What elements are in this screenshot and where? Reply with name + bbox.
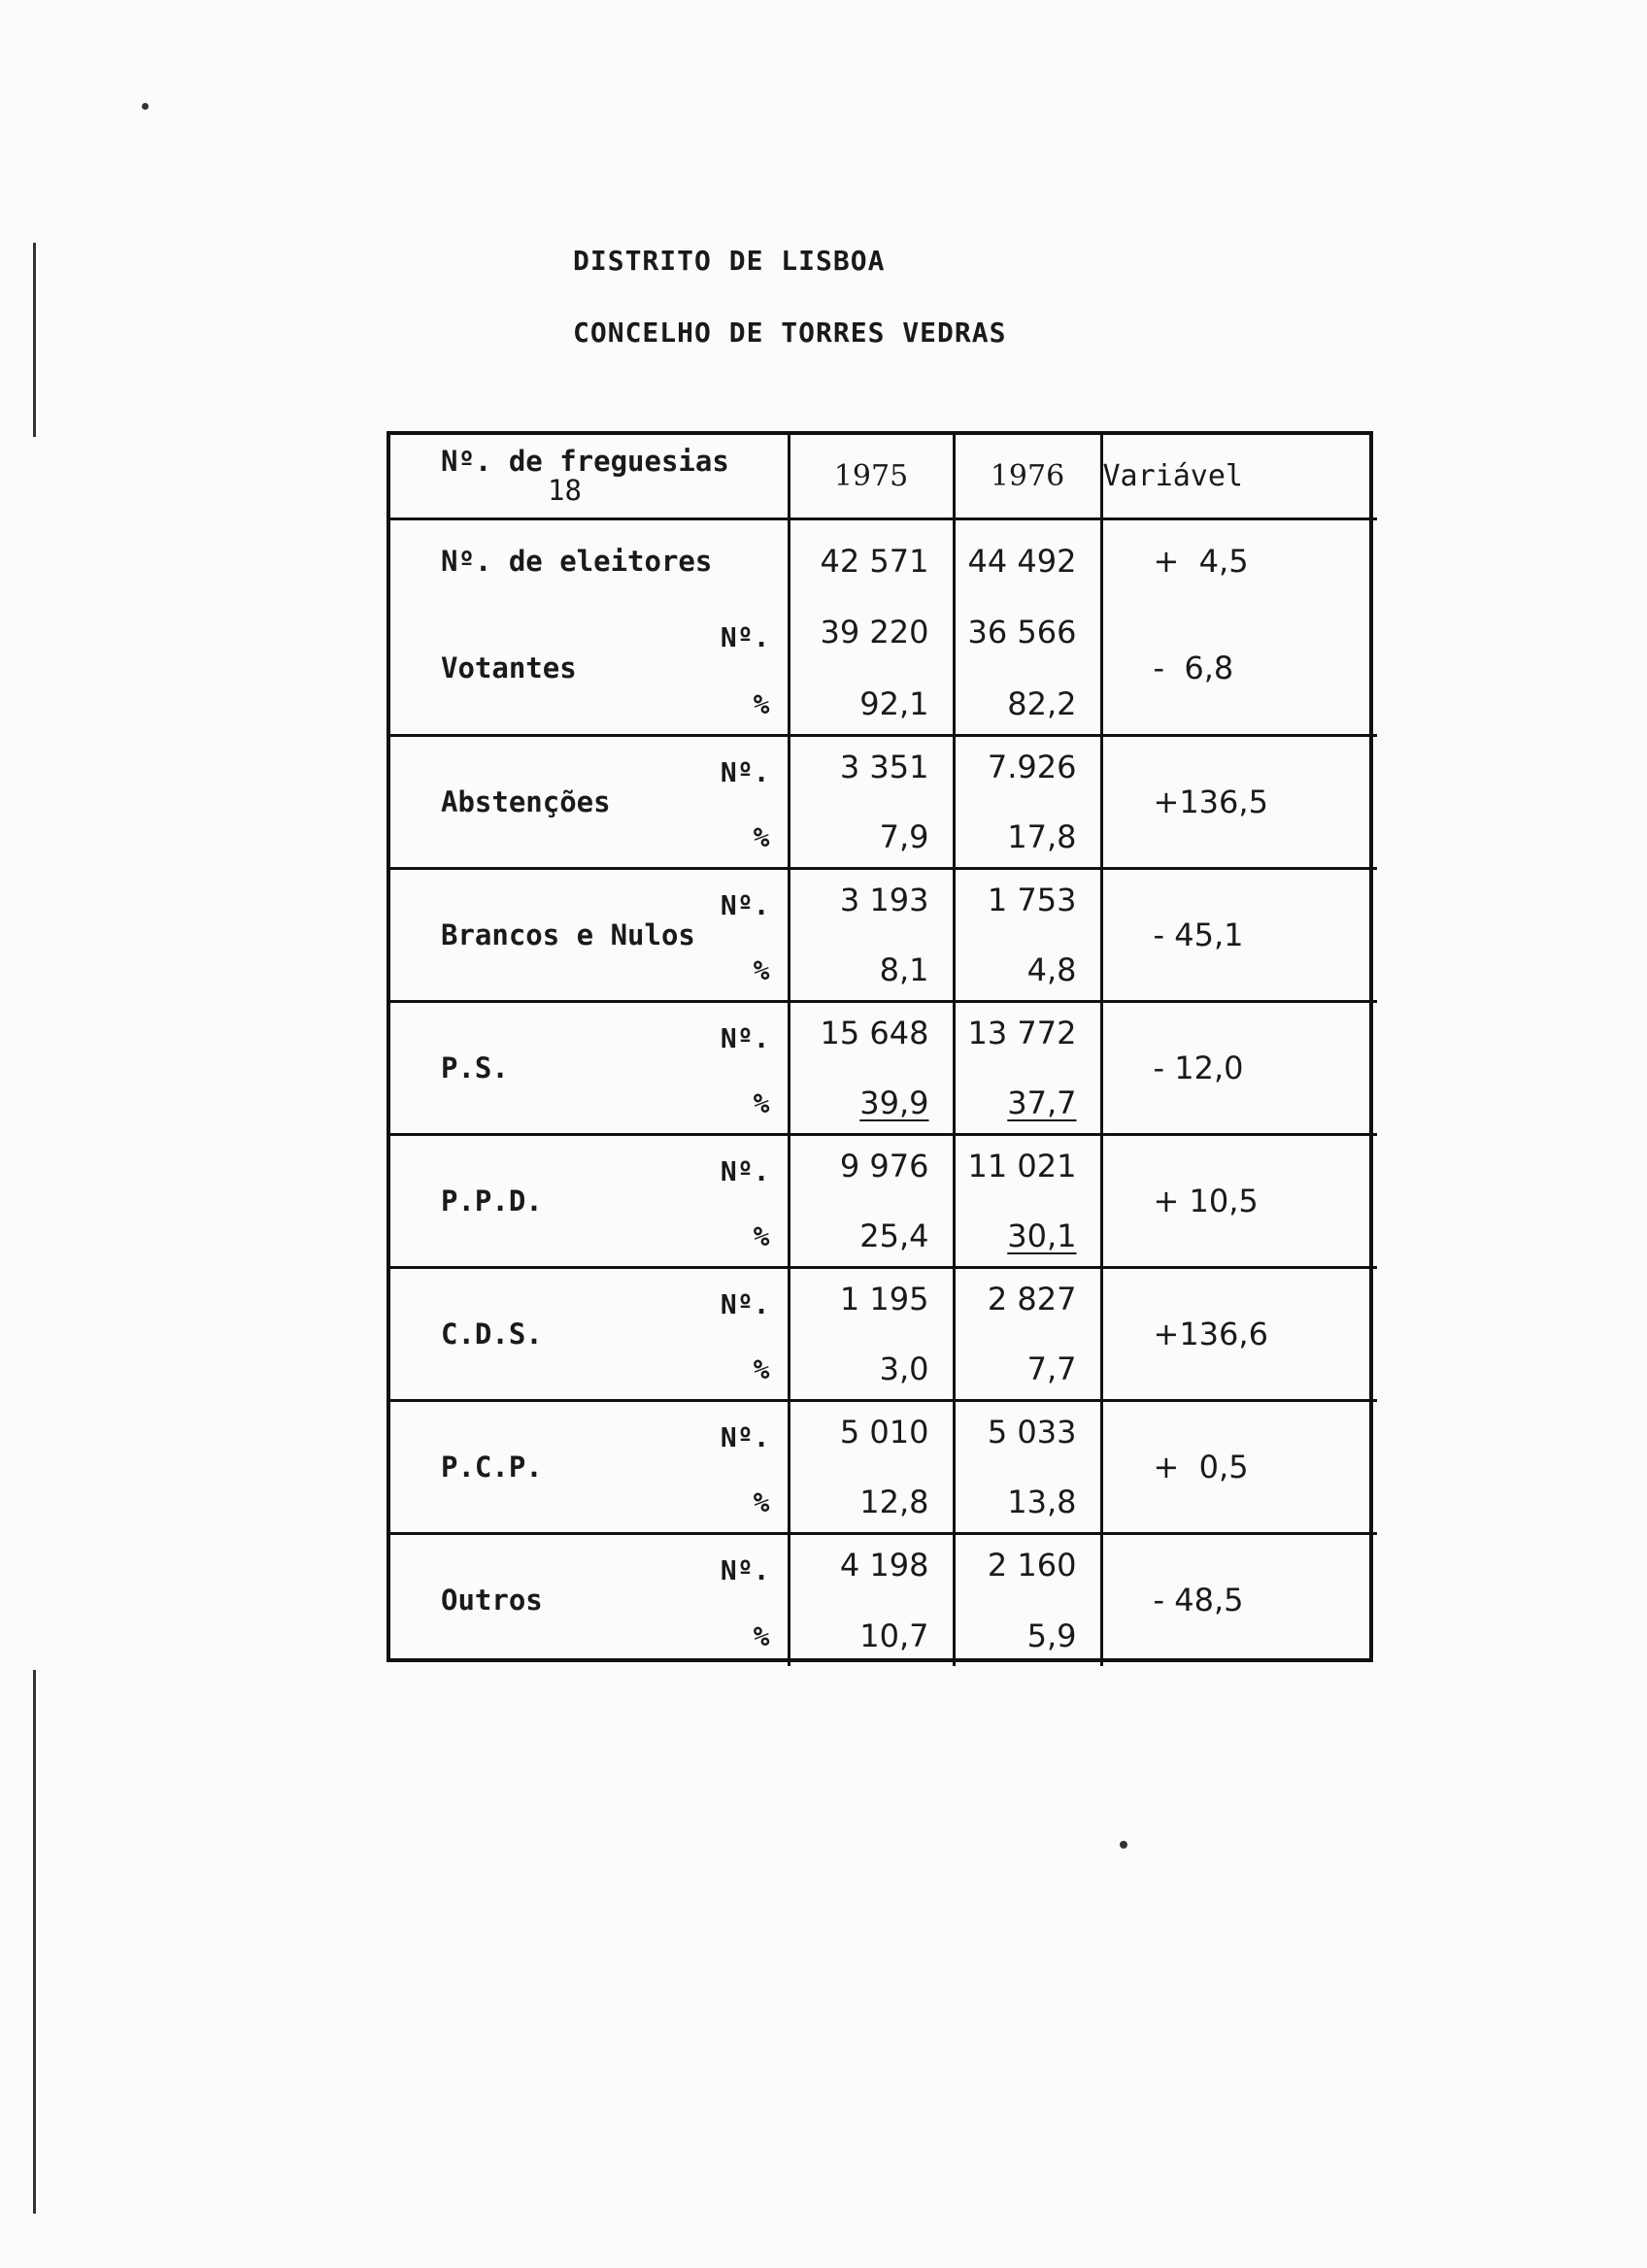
value-n1976: 5 033 — [987, 1413, 1077, 1451]
table-header-row — [390, 435, 1377, 518]
value-p1975: 12,8 — [859, 1483, 929, 1520]
row-label-cell — [390, 1533, 789, 1666]
value-n1976: 1 753 — [987, 881, 1077, 918]
row-label: Outros — [441, 1584, 543, 1618]
variation-value: +136,6 — [1153, 1315, 1268, 1352]
values-1976-cell — [954, 868, 1101, 1001]
values-1976-cell — [954, 1533, 1101, 1666]
row-label-cell — [390, 868, 789, 1001]
value-p1976: 7,7 — [1026, 1350, 1077, 1387]
row-label-cell — [390, 735, 789, 868]
value-n1976: 7.926 — [987, 748, 1077, 785]
values-1975-cell — [789, 1533, 954, 1666]
electors-1976-cell — [954, 518, 1101, 602]
district-heading: DISTRITO DE LISBOA — [573, 245, 886, 277]
variation-cell — [1101, 1400, 1377, 1533]
percent-tag: % — [753, 1620, 770, 1652]
table-row — [390, 868, 1377, 1001]
value-n1975: 1 195 — [839, 1280, 929, 1317]
value-n1975: 9 976 — [839, 1147, 929, 1184]
values-1975-cell — [789, 1001, 954, 1134]
variation-cell — [1101, 1533, 1377, 1666]
value-p1976: 82,2 — [1007, 684, 1077, 722]
count-tag: Nº. — [720, 1553, 770, 1586]
value-p1975: 92,1 — [859, 684, 929, 722]
table-row — [390, 1400, 1377, 1533]
municipality-heading: CONCELHO DE TORRES VEDRAS — [573, 317, 1007, 349]
binding-mark — [33, 243, 36, 437]
row-label-cell — [390, 1001, 789, 1134]
value-n1975: 15 648 — [820, 1014, 929, 1051]
value-n1975: 4 198 — [839, 1546, 929, 1584]
table-row — [390, 1134, 1377, 1267]
row-label-cell — [390, 1267, 789, 1400]
parishes-label: Nº. de freguesias — [441, 444, 729, 478]
values-1975-cell — [789, 602, 954, 735]
value-p1976: 17,8 — [1007, 817, 1077, 855]
variation-cell — [1101, 735, 1377, 868]
value-p1976: 13,8 — [1007, 1483, 1077, 1520]
electors-label: Nº. de eleitores — [441, 544, 713, 578]
year-1975-header: 1975 — [789, 435, 954, 518]
row-label: P.S. — [441, 1051, 509, 1084]
table-row — [390, 735, 1377, 868]
count-tag: Nº. — [720, 1287, 770, 1320]
percent-tag: % — [753, 687, 770, 720]
electors-1976: 44 492 — [967, 542, 1077, 580]
election-results-table — [387, 431, 1373, 1662]
value-p1975: 8,1 — [879, 951, 929, 988]
variation-value: + 10,5 — [1153, 1182, 1259, 1219]
value-p1975: 7,9 — [879, 817, 929, 855]
row-label: P.P.D. — [441, 1184, 543, 1217]
electors-1975-cell — [789, 518, 954, 602]
variation-value: - 45,1 — [1153, 916, 1244, 953]
values-1975-cell — [789, 735, 954, 868]
variation-cell — [1101, 868, 1377, 1001]
percent-tag: % — [753, 1219, 770, 1252]
count-tag: Nº. — [720, 755, 770, 788]
percent-tag: % — [753, 1086, 770, 1119]
parishes-count: 18 — [548, 474, 582, 508]
row-label: Abstenções — [441, 784, 611, 818]
value-n1976: 13 772 — [967, 1014, 1077, 1051]
variation-cell — [1101, 1134, 1377, 1267]
electors-label-cell — [390, 518, 789, 602]
row-label: P.C.P. — [441, 1450, 543, 1484]
percent-tag: % — [753, 953, 770, 986]
value-n1975: 3 193 — [839, 881, 929, 918]
binding-mark — [33, 1670, 36, 2214]
variation-value: +136,5 — [1153, 783, 1268, 820]
value-n1976: 2 160 — [987, 1546, 1077, 1584]
percent-tag: % — [753, 820, 770, 853]
values-1976-cell — [954, 602, 1101, 735]
value-p1976: 37,7 — [1007, 1084, 1077, 1121]
values-1975-cell — [789, 1267, 954, 1400]
variation-value: - 12,0 — [1153, 1049, 1244, 1086]
row-label: Brancos e Nulos — [441, 917, 695, 951]
value-p1975: 39,9 — [859, 1084, 929, 1121]
variation-cell — [1101, 602, 1377, 735]
value-p1976: 30,1 — [1007, 1217, 1077, 1254]
values-1976-cell — [954, 735, 1101, 868]
page-dot — [142, 103, 149, 110]
value-n1975: 39 220 — [820, 614, 929, 650]
count-tag: Nº. — [720, 621, 770, 653]
electors-1975: 42 571 — [820, 542, 929, 580]
values-1975-cell — [789, 868, 954, 1001]
page-dot — [1120, 1841, 1127, 1849]
value-p1976: 5,9 — [1026, 1618, 1077, 1654]
electors-variation: + 4,5 — [1153, 542, 1249, 580]
value-p1975: 3,0 — [879, 1350, 929, 1387]
row-label-cell — [390, 1134, 789, 1267]
value-n1975: 5 010 — [839, 1413, 929, 1451]
value-p1975: 25,4 — [859, 1217, 929, 1254]
count-tag: Nº. — [720, 1154, 770, 1187]
table-row — [390, 1267, 1377, 1400]
variation-header: Variável — [1101, 435, 1377, 518]
table-row — [390, 1533, 1377, 1666]
year-1976-header: 1976 — [954, 435, 1101, 518]
row-label-cell — [390, 1400, 789, 1533]
value-n1976: 36 566 — [967, 614, 1077, 650]
percent-tag: % — [753, 1485, 770, 1518]
table-row — [390, 1001, 1377, 1134]
row-label-cell — [390, 602, 789, 735]
value-n1976: 2 827 — [987, 1280, 1077, 1317]
count-tag: Nº. — [720, 888, 770, 921]
values-1975-cell — [789, 1134, 954, 1267]
table-row — [390, 602, 1377, 735]
value-p1975: 10,7 — [859, 1618, 929, 1654]
values-1975-cell — [789, 1400, 954, 1533]
value-n1975: 3 351 — [839, 748, 929, 785]
variation-value: - 48,5 — [1153, 1582, 1244, 1619]
count-tag: Nº. — [720, 1420, 770, 1453]
row-label: C.D.S. — [441, 1317, 543, 1351]
value-n1976: 11 021 — [967, 1147, 1077, 1184]
count-tag: Nº. — [720, 1021, 770, 1054]
row-label: Votantes — [441, 650, 577, 684]
variation-cell — [1101, 1267, 1377, 1400]
values-1976-cell — [954, 1400, 1101, 1533]
value-p1976: 4,8 — [1026, 951, 1077, 988]
variation-value: - 6,8 — [1153, 649, 1234, 686]
percent-tag: % — [753, 1352, 770, 1385]
values-1976-cell — [954, 1001, 1101, 1134]
parishes-header-cell — [390, 435, 789, 518]
values-1976-cell — [954, 1134, 1101, 1267]
values-1976-cell — [954, 1267, 1101, 1400]
variation-cell — [1101, 1001, 1377, 1134]
electors-variation-cell — [1101, 518, 1377, 602]
electors-row — [390, 518, 1377, 602]
variation-value: + 0,5 — [1153, 1448, 1249, 1485]
